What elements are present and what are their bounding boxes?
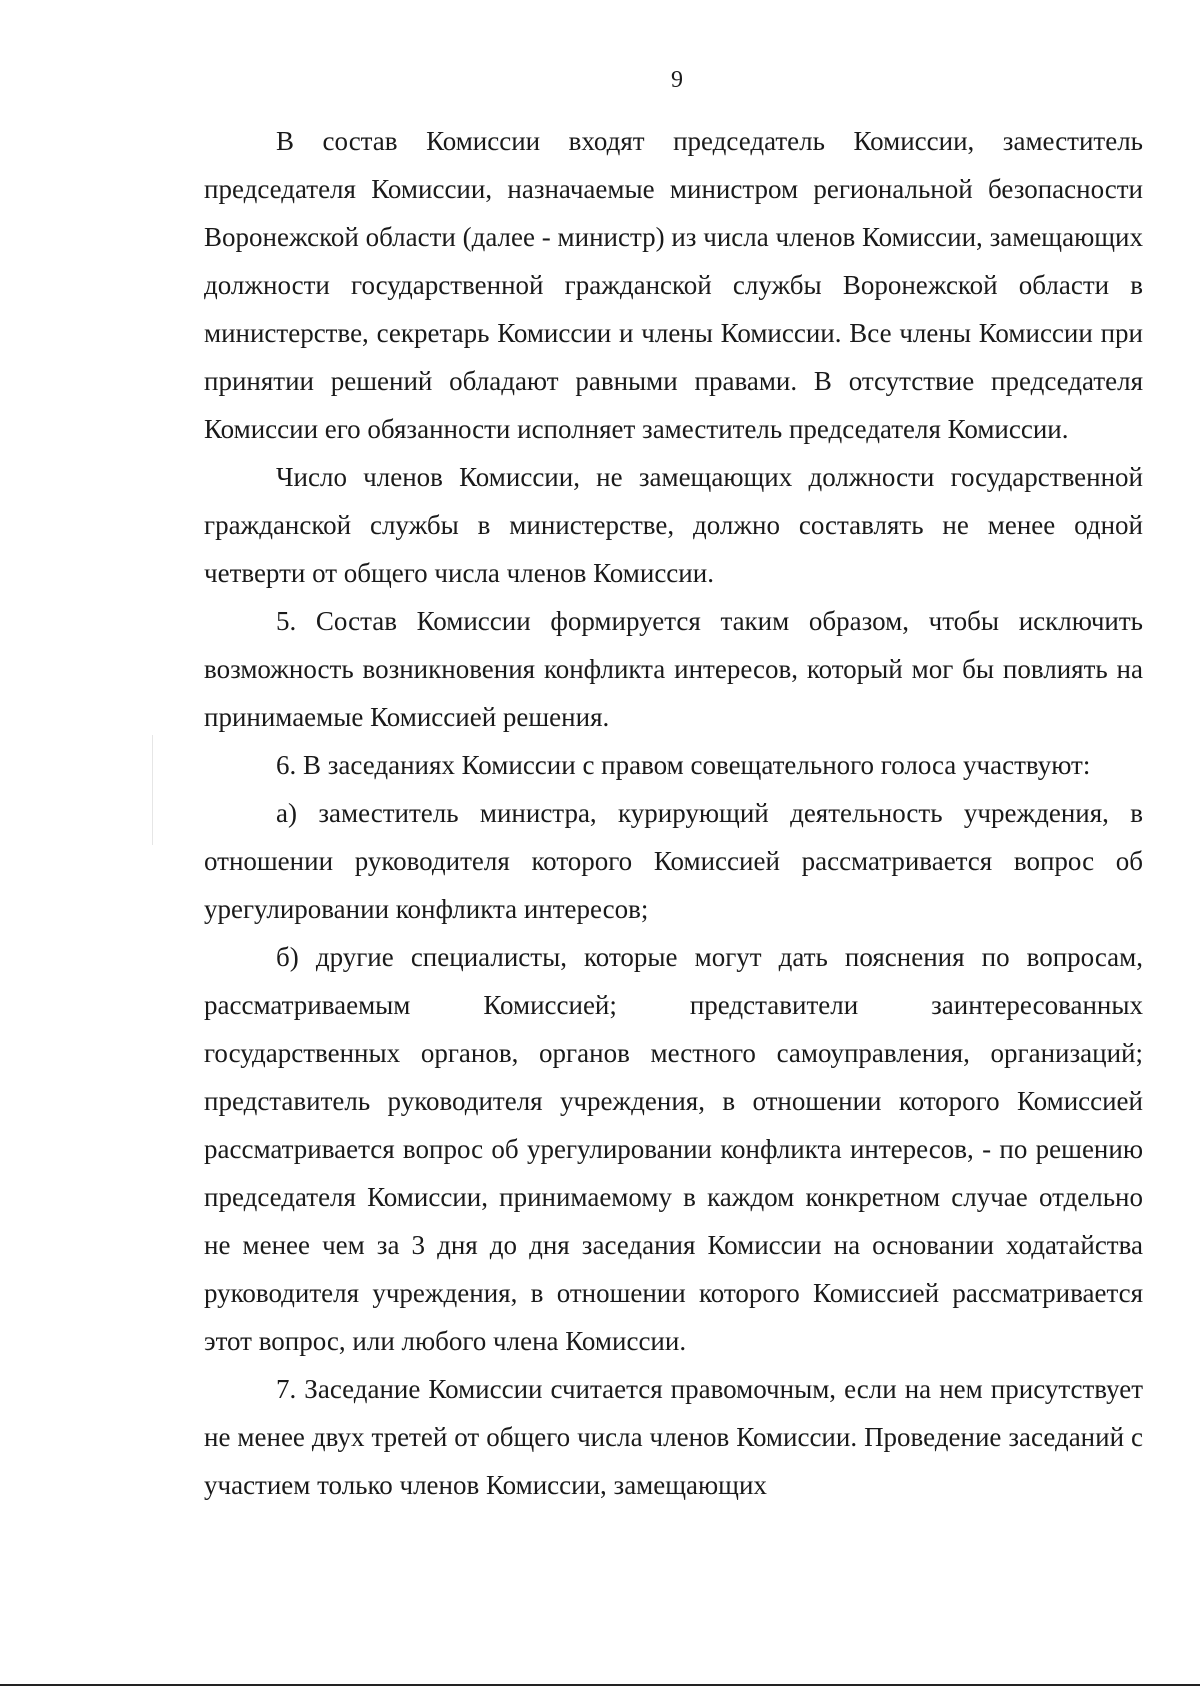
paragraph-commission-composition: В состав Комиссии входят председатель Комиссии, заместитель председателя Комиссии, назначаемые министром региональной безопасности Воронежской области (далее - министр) из числа членов Комиссии, замещающих должности государственной гражданской службы Воронежской области в министерстве, секретарь Комиссии и члены Комиссии. Все члены Комиссии при принятии решений обладают равными правами. В отсутствие председателя Комиссии его обязанности исполняет заместитель председателя Комиссии. — [204, 126, 1143, 444]
document-body — [204, 117, 1143, 1509]
paragraph-item-6b: б) другие специалисты, которые могут дать пояснения по вопросам, рассматриваемым Комиссией; представители заинтересованных государственных органов, органов местного самоуправления, организаций; представитель руководителя учреждения, в отношении которого Комиссией рассматривается вопрос об урегулировании конфликта интересов, - по решению председателя Комиссии, принимаемому в каждом конкретном случае отдельно не менее чем за 3 дня до дня заседания Комиссии на основании ходатайства руководителя учреждения, в отношении которого Комиссией рассматривается этот вопрос, или любого члена Комиссии. — [204, 942, 1143, 1356]
scan-margin-mark — [152, 735, 153, 845]
paragraph-item-7: 7. Заседание Комиссии считается правомочным, если на нем присутствует не менее двух третей от общего числа членов Комиссии. Проведение заседаний с участием только членов Комиссии, замещающих — [204, 1374, 1143, 1500]
paragraph-item-6a: а) заместитель министра, курирующий деятельность учреждения, в отношении руководителя которого Комиссией рассматривается вопрос об урегулировании конфликта интересов; — [204, 798, 1143, 924]
paragraph-item-5: 5. Состав Комиссии формируется таким образом, чтобы исключить возможность возникновения конфликта интересов, который мог бы повлиять на принимаемые Комиссией решения. — [204, 606, 1143, 732]
paragraph-non-civil-members: Число членов Комиссии, не замещающих должности государственной гражданской службы в министерстве, должно составлять не менее одной четверти от общего числа членов Комиссии. — [204, 462, 1143, 588]
bottom-divider — [0, 1684, 1200, 1686]
paragraph-item-6: 6. В заседаниях Комиссии с правом совещательного голоса участвуют: — [276, 750, 1091, 780]
page-number: 9 — [671, 67, 683, 93]
